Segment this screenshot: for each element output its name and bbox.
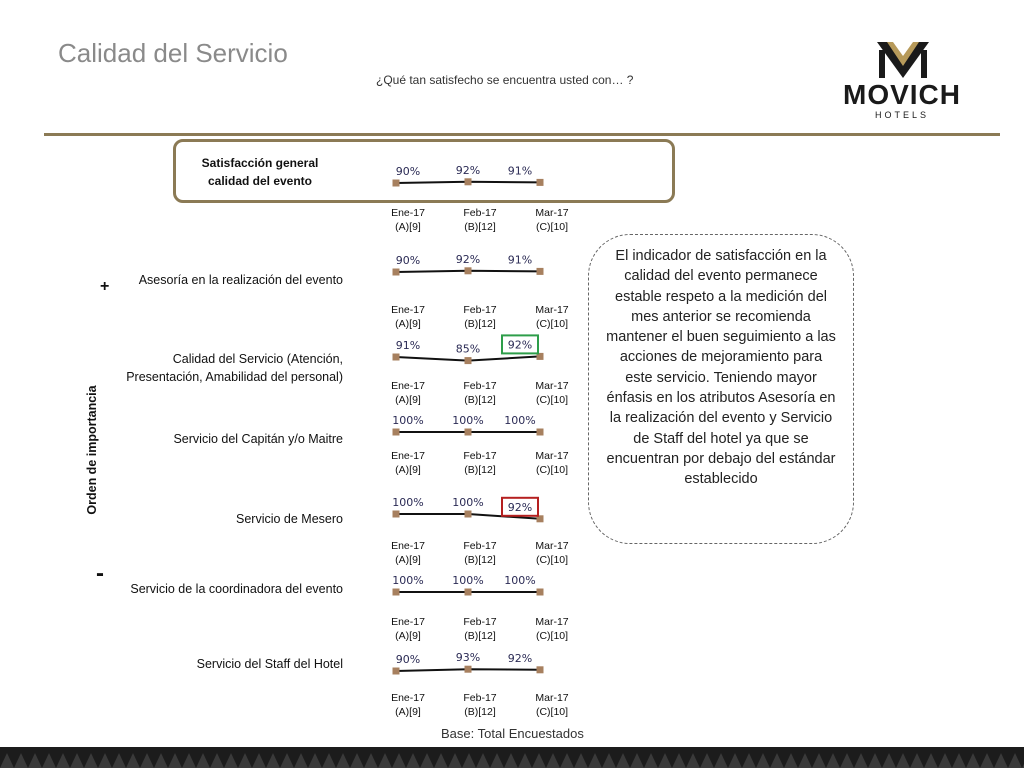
value-label-1-2: 91% — [507, 253, 533, 267]
data-point-1-1 — [465, 267, 472, 274]
tick-month-6-2: Mar-17 — [535, 692, 569, 704]
value-label-3-0: 100% — [392, 414, 424, 427]
importance-plus-sign: + — [100, 278, 110, 295]
tick-month-4-0: Ene-17 — [391, 540, 425, 552]
tick-month-2-0: Ene-17 — [391, 380, 425, 392]
decorative-footer-band — [0, 747, 1024, 768]
row-label-staff: Servicio del Staff del Hotel — [196, 657, 343, 671]
value-label-4-0: 100% — [392, 496, 424, 509]
tick-month-5-0: Ene-17 — [391, 616, 425, 628]
tick-base-4-1: (B)[12] — [464, 554, 496, 566]
tick-base-3-2: (C)[10] — [535, 464, 569, 476]
value-label-6-2: 92% — [507, 651, 533, 665]
data-point-5-1 — [465, 589, 472, 596]
row-label-asesoria: Asesoría en la realización del evento — [138, 273, 343, 287]
tick-base-1-0: (A)[9] — [395, 318, 421, 330]
row-label-coordinadora: Servicio de la coordinadora del evento — [130, 582, 343, 596]
importance-minus-sign: - — [96, 560, 104, 587]
tick-base-1-2: (C)[10] — [535, 318, 569, 330]
general-satisfaction-label: Satisfacción general calidad del evento — [201, 156, 319, 188]
value-label-2-2: 92% — [507, 338, 533, 352]
data-point-1-2 — [537, 268, 544, 275]
value-label-3-2: 100% — [504, 414, 536, 427]
survey-question: ¿Qué tan satisfecho se encuentra usted con… ? — [376, 73, 634, 87]
tick-base-0-0: (A)[9] — [395, 221, 421, 233]
tick-month-1-2: Mar-17 — [535, 304, 569, 316]
data-point-3-2 — [537, 429, 544, 436]
tick-month-6-0: Ene-17 — [391, 692, 425, 704]
value-label-5-1: 100% — [452, 574, 484, 587]
logo-brand-text: MOVICH — [843, 79, 961, 110]
tick-month-4-2: Mar-17 — [535, 540, 569, 552]
tick-month-6-1: Feb-17 — [463, 692, 497, 704]
logo-sub-text: HOTELS — [874, 110, 930, 120]
tick-base-1-1: (B)[12] — [464, 318, 496, 330]
tick-month-0-0: Ene-17 — [391, 207, 425, 219]
tick-month-2-1: Feb-17 — [463, 380, 497, 392]
value-label-5-0: 100% — [392, 574, 424, 587]
data-point-3-1 — [465, 429, 472, 436]
tick-month-5-1: Feb-17 — [463, 616, 497, 628]
tick-month-5-2: Mar-17 — [535, 616, 569, 628]
row-label-calidad-servicio: Calidad del Servicio (Atención, Presentación, Amabilidad del personal) — [126, 352, 343, 384]
row-label-mesero: Servicio de Mesero — [236, 512, 343, 526]
tick-base-2-1: (B)[12] — [464, 394, 496, 406]
data-point-4-0 — [393, 511, 400, 518]
data-point-0-0 — [393, 180, 400, 187]
value-label-5-2: 100% — [504, 574, 536, 587]
tick-month-3-2: Mar-17 — [535, 450, 569, 462]
tick-month-3-1: Feb-17 — [463, 450, 497, 462]
data-point-6-1 — [465, 666, 472, 673]
data-point-3-0 — [393, 429, 400, 436]
insight-callout: El indicador de satisfacción en la calidad del evento permanece estable respeto a la medición del mes anterior se recomienda mantener el buen seguimiento a las acciones de mejoramiento para este servicio. Teniendo mayor énfasis en los atributos Asesoría en la realización del evento y Servicio de Staff del hotel ya que se encuentran por debajo del estándar establecido — [588, 234, 854, 544]
data-point-0-2 — [537, 179, 544, 186]
tick-month-4-1: Feb-17 — [463, 540, 497, 552]
data-point-0-1 — [465, 178, 472, 185]
value-label-1-1: 92% — [455, 252, 481, 266]
data-point-4-1 — [465, 511, 472, 518]
data-point-2-0 — [393, 354, 400, 361]
value-label-2-1: 85% — [455, 342, 481, 356]
value-label-1-0: 90% — [395, 254, 421, 267]
value-label-6-0: 90% — [395, 653, 421, 666]
tick-base-4-2: (C)[10] — [535, 554, 569, 566]
value-label-3-1: 100% — [452, 414, 484, 427]
tick-base-6-1: (B)[12] — [464, 706, 496, 718]
tick-base-2-0: (A)[9] — [395, 394, 421, 406]
value-label-4-1: 100% — [452, 496, 484, 509]
value-label-4-2: 92% — [507, 500, 533, 514]
tick-month-1-0: Ene-17 — [391, 304, 425, 316]
tick-base-4-0: (A)[9] — [395, 554, 421, 566]
tick-base-3-0: (A)[9] — [395, 464, 421, 476]
tick-base-0-2: (C)[10] — [535, 221, 569, 233]
value-label-6-1: 93% — [455, 651, 481, 665]
tick-base-3-1: (B)[12] — [464, 464, 496, 476]
row-label-capitan: Servicio del Capitán y/o Maitre — [173, 432, 343, 446]
tick-base-2-2: (C)[10] — [535, 394, 569, 406]
value-label-0-1: 92% — [455, 163, 481, 177]
tick-base-5-2: (C)[10] — [535, 630, 569, 642]
data-point-1-0 — [393, 269, 400, 276]
value-label-0-0: 90% — [395, 165, 421, 178]
data-point-5-0 — [393, 589, 400, 596]
tick-base-5-1: (B)[12] — [464, 630, 496, 642]
value-label-2-0: 91% — [395, 339, 421, 352]
importance-axis-title: Orden de importancia — [85, 385, 99, 515]
data-point-6-2 — [537, 666, 544, 673]
tick-base-6-0: (A)[9] — [395, 706, 421, 718]
tick-base-5-0: (A)[9] — [395, 630, 421, 642]
tick-month-3-0: Ene-17 — [391, 450, 425, 462]
data-point-5-2 — [537, 589, 544, 596]
data-point-6-0 — [393, 668, 400, 675]
base-note: Base: Total Encuestados — [441, 726, 584, 741]
tick-base-6-2: (C)[10] — [535, 706, 569, 718]
tick-month-1-1: Feb-17 — [463, 304, 497, 316]
data-point-2-1 — [465, 357, 472, 364]
tick-month-0-2: Mar-17 — [535, 207, 569, 219]
page-title: Calidad del Servicio — [58, 38, 288, 68]
tick-base-0-1: (B)[12] — [464, 221, 496, 233]
tick-month-0-1: Feb-17 — [463, 207, 497, 219]
value-label-0-2: 91% — [507, 164, 533, 178]
tick-month-2-2: Mar-17 — [535, 380, 569, 392]
